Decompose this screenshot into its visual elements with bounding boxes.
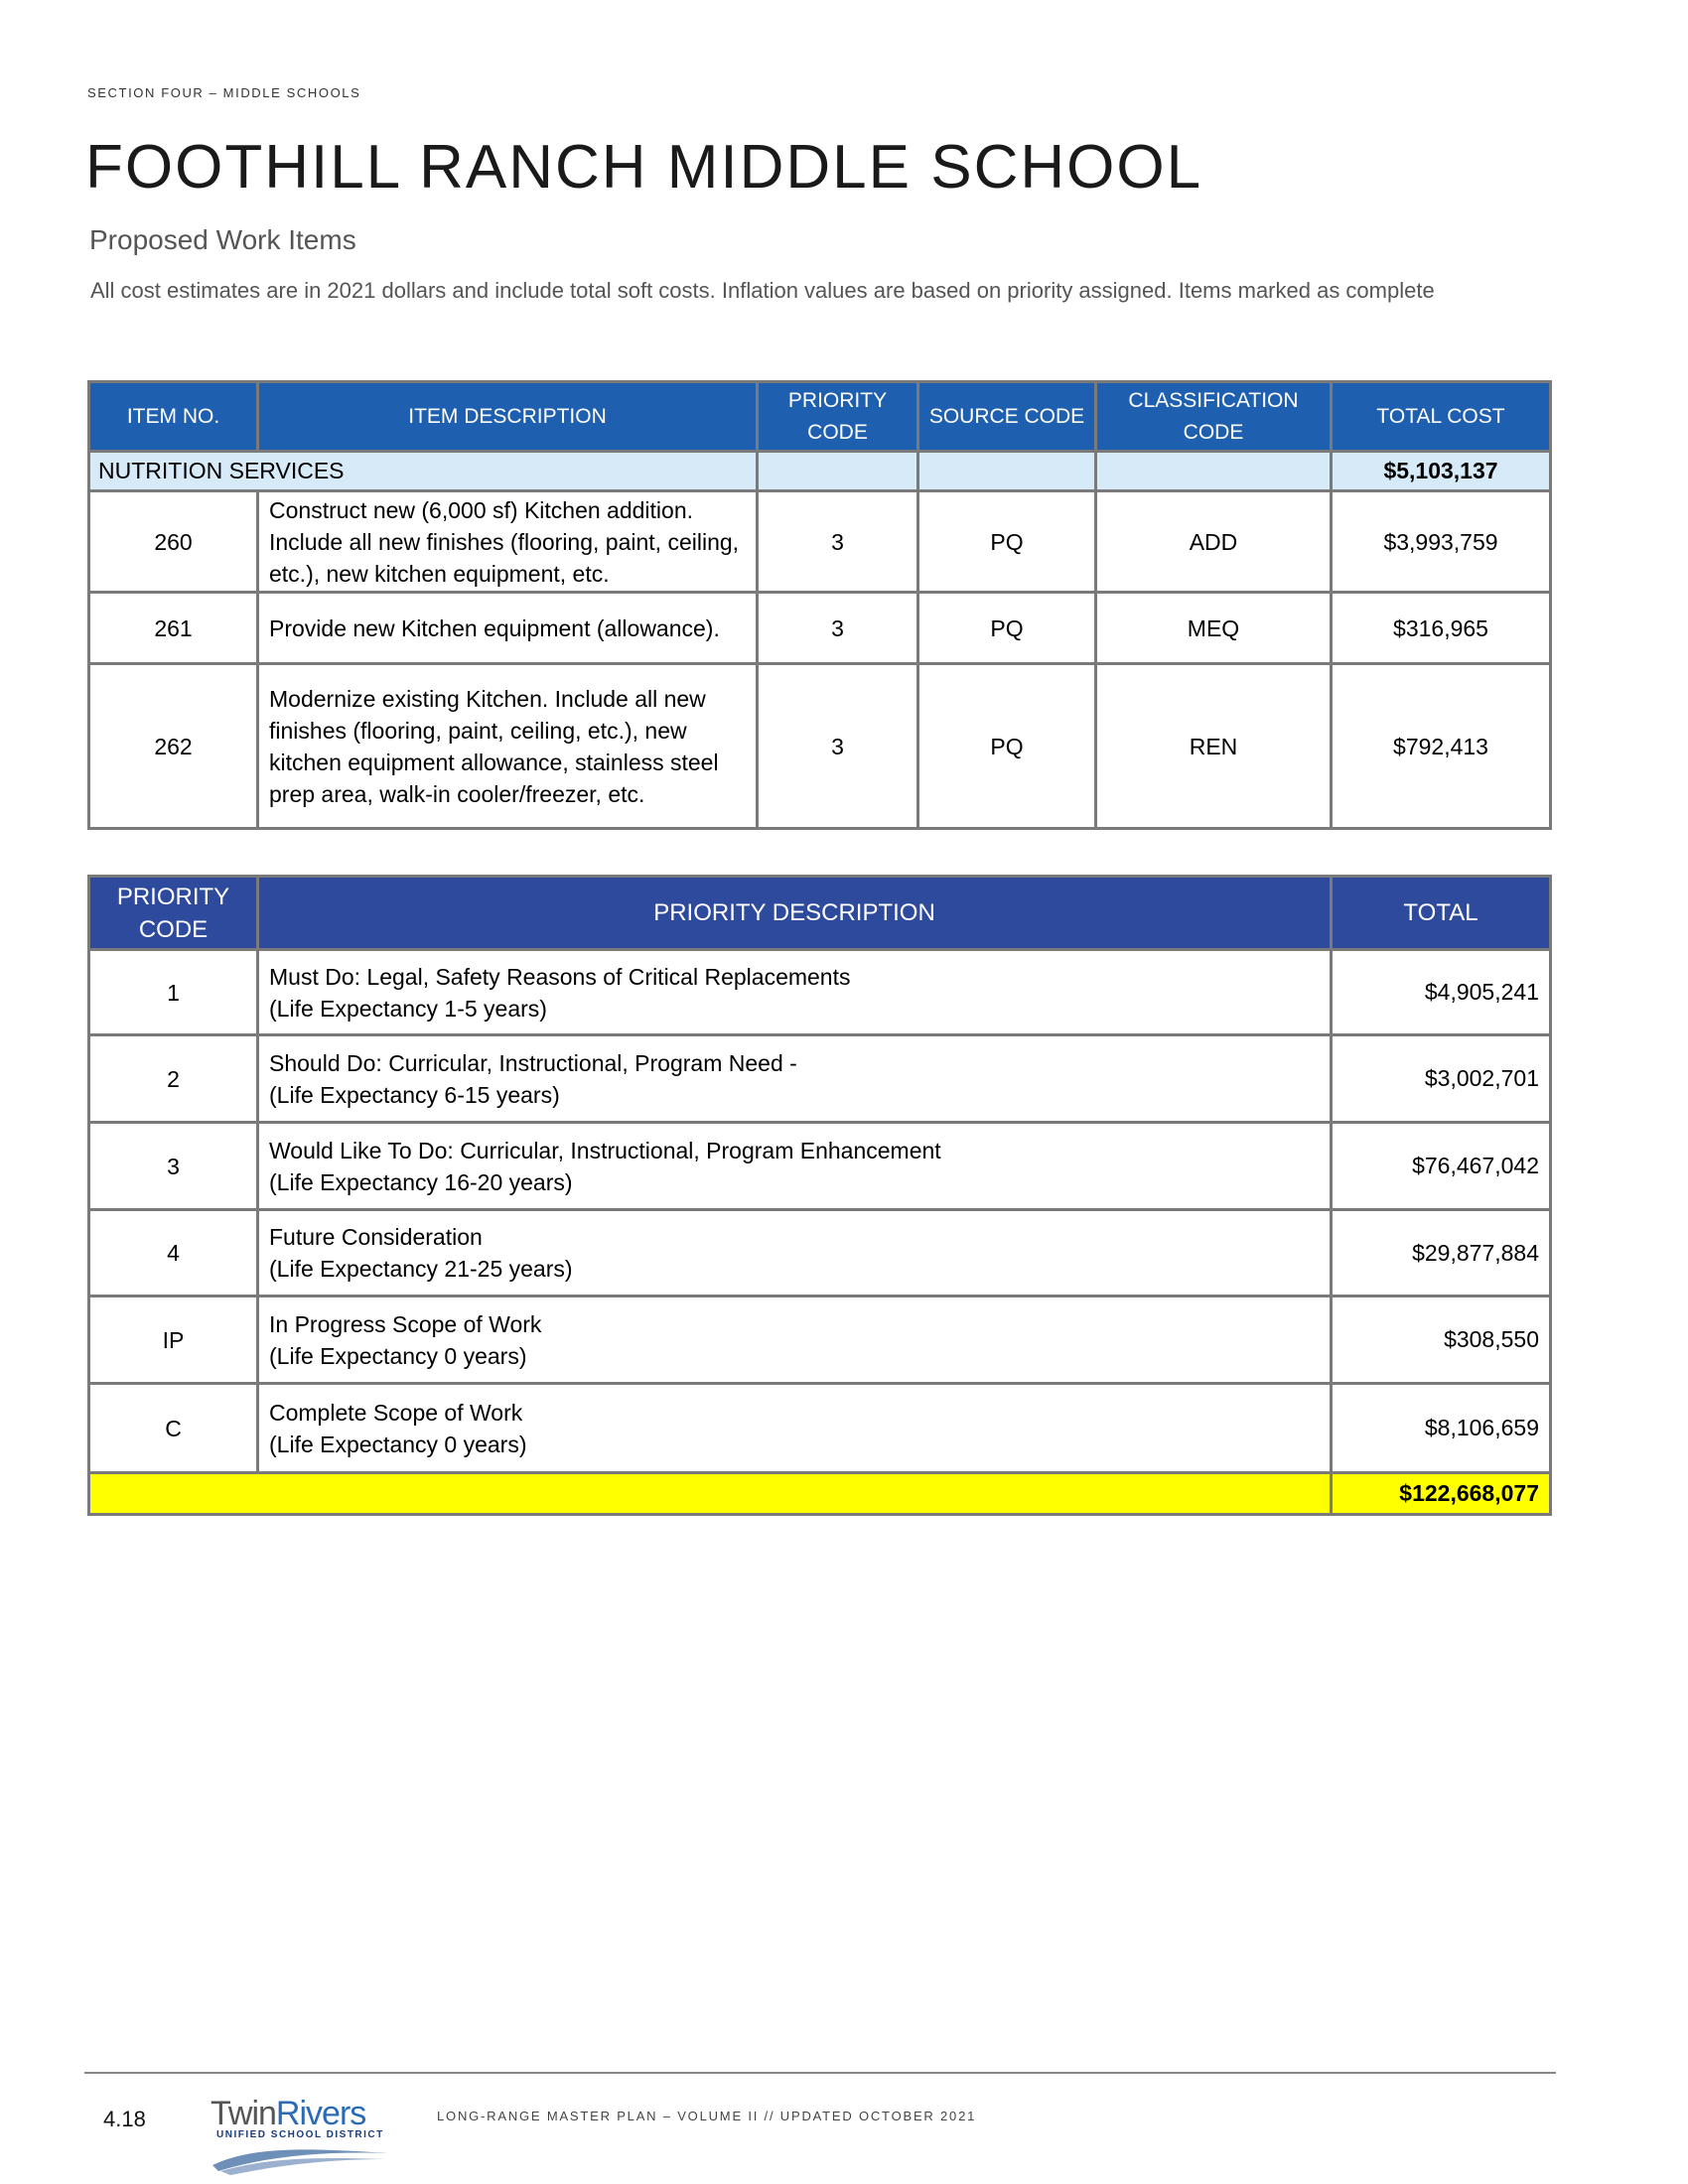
priority-code: 3: [758, 593, 918, 664]
source-code: PQ: [918, 491, 1096, 593]
priority-code: 3: [89, 1123, 258, 1210]
priority-description: [258, 950, 1332, 1035]
logo-word-rivers: Rivers: [275, 2095, 366, 2132]
header-priority-description: PRIORITY DESCRIPTION: [258, 877, 1332, 950]
category-total: $5,103,137: [1332, 452, 1551, 491]
item-no: 261: [89, 593, 258, 664]
life-expectancy: (Life Expectancy 21-25 years): [269, 1256, 573, 1282]
life-expectancy: (Life Expectancy 6-15 years): [269, 1081, 560, 1108]
table-row: [89, 950, 1551, 1035]
description-line: Complete Scope of Work: [269, 1399, 523, 1426]
priority-total: $4,905,241: [1332, 950, 1551, 1035]
item-description: Modernize existing Kitchen. Include all new finishes (flooring, paint, ceiling, etc.), new kitchen equipment allowance, stainless steel prep area, walk-in cooler/freezer, etc.: [258, 664, 758, 829]
page-subtitle: Proposed Work Items: [89, 224, 356, 255]
table-row: [89, 593, 1551, 664]
district-logo: [211, 2096, 389, 2171]
grand-total: $122,668,077: [1332, 1473, 1551, 1515]
total-cost: $316,965: [1332, 593, 1551, 664]
category-name: NUTRITION SERVICES: [89, 452, 758, 491]
table-row: [89, 1210, 1551, 1297]
life-expectancy: (Life Expectancy 16-20 years): [269, 1168, 573, 1195]
priority-code: 3: [758, 664, 918, 829]
table-row: [89, 1123, 1551, 1210]
header-item-description: ITEM DESCRIPTION: [258, 382, 758, 452]
classification-code: ADD: [1096, 491, 1332, 593]
table-row: [89, 1035, 1551, 1123]
priority-code: C: [89, 1384, 258, 1473]
grand-total-row: [89, 1473, 1551, 1515]
description-line: Must Do: Legal, Safety Reasons of Critical Replacements: [269, 963, 851, 990]
priority-total: $3,002,701: [1332, 1035, 1551, 1123]
source-code: PQ: [918, 664, 1096, 829]
section-label: SECTION FOUR – MIDDLE SCHOOLS: [87, 85, 361, 100]
page-number: 4.18: [103, 2107, 146, 2131]
priority-summary-table: [87, 875, 1552, 1516]
priority-description: [258, 1035, 1332, 1123]
priority-code: 1: [89, 950, 258, 1035]
description-line: Future Consideration: [269, 1224, 483, 1250]
item-no: 262: [89, 664, 258, 829]
header-total: TOTAL: [1332, 877, 1551, 950]
item-no: 260: [89, 491, 258, 593]
description-line: Should Do: Curricular, Instructional, Program Need -: [269, 1049, 797, 1076]
priority-description: [258, 1297, 1332, 1384]
priority-code: IP: [89, 1297, 258, 1384]
priority-total: $76,467,042: [1332, 1123, 1551, 1210]
classification-code: MEQ: [1096, 593, 1332, 664]
header-classification-code: CLASSIFICATION CODE: [1096, 382, 1332, 452]
table-row: [89, 491, 1551, 593]
page-title: FOOTHILL RANCH MIDDLE SCHOOL: [85, 133, 1203, 202]
priority-total: $29,877,884: [1332, 1210, 1551, 1297]
table-row: [89, 1384, 1551, 1473]
source-code: PQ: [918, 593, 1096, 664]
logo-word-twin: Twin: [211, 2095, 276, 2132]
total-cost: $3,993,759: [1332, 491, 1551, 593]
description-line: In Progress Scope of Work: [269, 1310, 542, 1337]
cost-note: All cost estimates are in 2021 dollars and include total soft costs. Inflation values are based on priority assigned. Items marked as complete: [90, 278, 1435, 303]
header-total-cost: TOTAL COST: [1332, 382, 1551, 452]
river-wave-icon: [211, 2137, 389, 2177]
life-expectancy: (Life Expectancy 0 years): [269, 1431, 527, 1457]
life-expectancy: (Life Expectancy 1-5 years): [269, 995, 547, 1022]
work-items-table: [87, 380, 1552, 830]
life-expectancy: (Life Expectancy 0 years): [269, 1342, 527, 1369]
priority-description: [258, 1123, 1332, 1210]
category-row: [89, 452, 1551, 491]
logo-subtitle: UNIFIED SCHOOL DISTRICT: [216, 2129, 384, 2140]
classification-code: REN: [1096, 664, 1332, 829]
priority-code: 2: [89, 1035, 258, 1123]
item-description: Provide new Kitchen equipment (allowance).: [258, 593, 758, 664]
priority-description: [258, 1210, 1332, 1297]
total-cost: $792,413: [1332, 664, 1551, 829]
priority-total: $308,550: [1332, 1297, 1551, 1384]
footer-text: LONG-RANGE MASTER PLAN – VOLUME II // UPDATED OCTOBER 2021: [437, 2109, 977, 2123]
priority-description: [258, 1384, 1332, 1473]
header-priority-code: PRIORITY CODE: [758, 382, 918, 452]
item-description: Construct new (6,000 sf) Kitchen addition. Include all new finishes (flooring, paint, ceiling, etc.), new kitchen equipment, etc.: [258, 491, 758, 593]
table-row: [89, 1297, 1551, 1384]
description-line: Would Like To Do: Curricular, Instructional, Program Enhancement: [269, 1137, 941, 1163]
table-row: [89, 664, 1551, 829]
priority-code: 3: [758, 491, 918, 593]
footer-divider: [84, 2072, 1556, 2074]
priority-code: 4: [89, 1210, 258, 1297]
header-item-no: ITEM NO.: [89, 382, 258, 452]
header-priority-code: PRIORITY CODE: [89, 877, 258, 950]
header-source-code: SOURCE CODE: [918, 382, 1096, 452]
priority-total: $8,106,659: [1332, 1384, 1551, 1473]
